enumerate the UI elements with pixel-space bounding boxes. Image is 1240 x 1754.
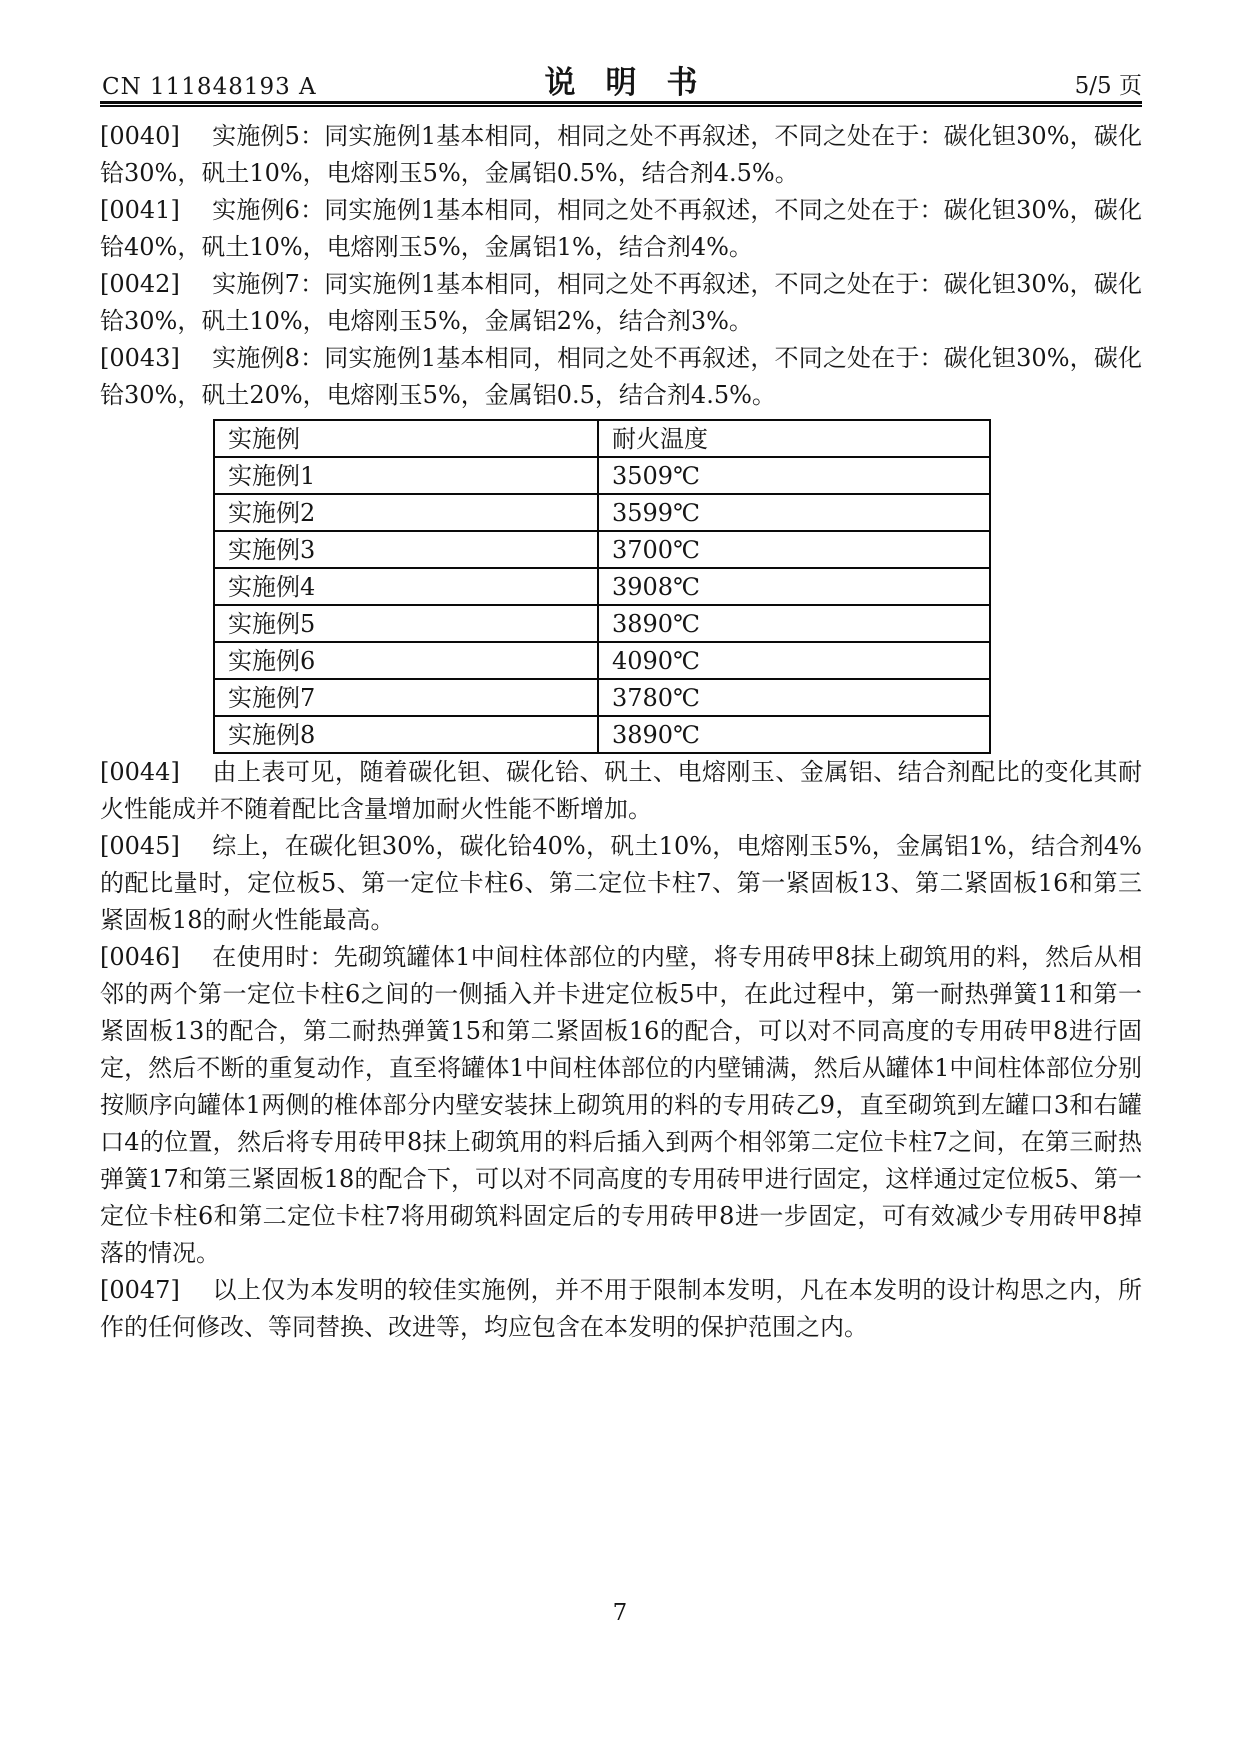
temperature-cell: 4090℃ [598, 642, 990, 679]
table-row [214, 716, 990, 753]
paragraph-0044 [100, 754, 1142, 828]
table-row [214, 642, 990, 679]
temperature-cell: 3509℃ [598, 457, 990, 494]
document-title: 说明书 [544, 65, 728, 101]
paragraph-number: [0045] [100, 832, 180, 860]
table-row [214, 457, 990, 494]
example-cell: 实施例5 [214, 605, 598, 642]
header-divider [100, 101, 1142, 107]
example-cell: 实施例8 [214, 716, 598, 753]
temperature-cell: 3890℃ [598, 605, 990, 642]
temperature-cell: 3599℃ [598, 494, 990, 531]
example-cell: 实施例4 [214, 568, 598, 605]
paragraph-0041 [100, 192, 1142, 266]
paragraph-text: 实施例5：同实施例1基本相同，相同之处不再叙述，不同之处在于：碳化钽30%，碳化铪30%，矾土10%，电熔刚玉5%，金属铝0.5%，结合剂4.5%。 [100, 122, 1142, 187]
refractory-temperature-table [213, 419, 991, 754]
paragraph-text: 综上，在碳化钽30%，碳化铪40%，矾土10%，电熔刚玉5%，金属铝1%，结合剂4%的配比量时，定位板5、第一定位卡柱6、第二定位卡柱7、第一紧固板13、第二紧固板16和第三紧固板18的耐火性能最高。 [100, 832, 1142, 934]
paragraph-number: [0043] [100, 344, 180, 372]
paragraph-number: [0046] [100, 943, 180, 971]
example-cell: 实施例3 [214, 531, 598, 568]
page-number: 7 [612, 1600, 628, 1626]
paragraph-0040 [100, 118, 1142, 192]
paragraph-number: [0040] [100, 122, 180, 150]
example-cell: 实施例6 [214, 642, 598, 679]
table-row [214, 605, 990, 642]
paragraph-text: 由上表可见，随着碳化钽、碳化铪、矾土、电熔刚玉、金属铝、结合剂配比的变化其耐火性能成并不随着配比含量增加耐火性能不断增加。 [100, 758, 1142, 823]
column-header-refractory-temperature: 耐火温度 [598, 420, 990, 457]
column-header-example: 实施例 [214, 420, 598, 457]
example-cell: 实施例7 [214, 679, 598, 716]
paragraph-0042 [100, 266, 1142, 340]
paragraph-0047 [100, 1272, 1142, 1346]
paragraph-0043 [100, 340, 1142, 414]
temperature-cell: 3780℃ [598, 679, 990, 716]
temperature-cell: 3908℃ [598, 568, 990, 605]
example-cell: 实施例1 [214, 457, 598, 494]
page-header [100, 58, 1142, 100]
paragraph-text: 实施例6：同实施例1基本相同，相同之处不再叙述，不同之处在于：碳化钽30%，碳化铪40%，矾土10%，电熔刚玉5%，金属铝1%，结合剂4%。 [100, 196, 1142, 261]
paragraph-number: [0047] [100, 1276, 180, 1304]
paragraph-text: 在使用时：先砌筑罐体1中间柱体部位的内壁，将专用砖甲8抹上砌筑用的料，然后从相邻的两个第一定位卡柱6之间的一侧插入并卡进定位板5中，在此过程中，第一耐热弹簧11和第一紧固板13的配合，第二耐热弹簧15和第二紧固板16的配合，可以对不同高度的专用砖甲8进行固定，然后不断的重复动作，直至将罐体1中间柱体部位的内壁铺满，然后从罐体1中间柱体部位分别按顺序向罐体1两侧的椎体部分内壁安装抹上砌筑用的料的专用砖乙9，直至砌筑到左罐口3和右罐口4的位置，然后将专用砖甲8抹上砌筑用的料后插入到两个相邻第二定位卡柱7之间，在第三耐热弹簧17和第三紧固板18的配合下，可以对不同高度的专用砖甲进行固定，这样通过定位板5、第一定位卡柱6和第二定位卡柱7将用砌筑料固定后的专用砖甲8进一步固定，可有效减少专用砖甲8掉落的情况。 [100, 943, 1142, 1267]
temperature-cell: 3890℃ [598, 716, 990, 753]
paragraph-number: [0042] [100, 270, 180, 298]
patent-number: CN 111848193 A [102, 74, 317, 100]
temperature-cell: 3700℃ [598, 531, 990, 568]
paragraph-text: 以上仅为本发明的较佳实施例，并不用于限制本发明，凡在本发明的设计构思之内，所作的任何修改、等同替换、改进等，均应包含在本发明的保护范围之内。 [100, 1276, 1142, 1341]
page-indicator: 5/5 页 [1074, 73, 1142, 99]
table-row [214, 679, 990, 716]
paragraph-number: [0044] [100, 758, 180, 786]
paragraph-text: 实施例7：同实施例1基本相同，相同之处不再叙述，不同之处在于：碳化钽30%，碳化铪30%，矾土10%，电熔刚玉5%，金属铝2%，结合剂3%。 [100, 270, 1142, 335]
example-cell: 实施例2 [214, 494, 598, 531]
body-text [100, 118, 1142, 1346]
table-row [214, 494, 990, 531]
table-row [214, 568, 990, 605]
paragraph-number: [0041] [100, 196, 180, 224]
paragraph-0046 [100, 939, 1142, 1272]
paragraph-text: 实施例8：同实施例1基本相同，相同之处不再叙述，不同之处在于：碳化钽30%，碳化铪30%，矾土20%，电熔刚玉5%，金属铝0.5，结合剂4.5%。 [100, 344, 1142, 409]
table-header-row [214, 420, 990, 457]
table-row [214, 531, 990, 568]
paragraph-0045 [100, 828, 1142, 939]
